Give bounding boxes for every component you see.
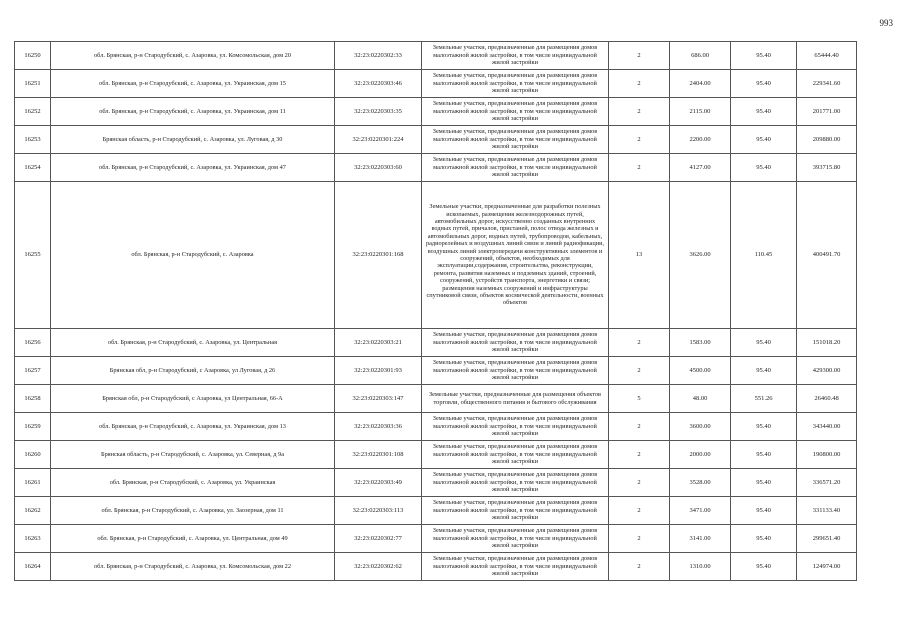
cadastral-number-cell: 32:23:0220302:77 — [335, 525, 422, 553]
cadastral-value-cell: 201771.00 — [797, 98, 857, 126]
table-row — [15, 469, 857, 497]
land-use-cell: Земельные участки, предназначенные для размещения домов малоэтажной жилой застройки, в том числе индивидуальной жилой застройки — [422, 497, 609, 525]
land-use-cell: Земельные участки, предназначенные для размещения домов малоэтажной жилой застройки, в том числе индивидуальной жилой застройки — [422, 70, 609, 98]
land-use-cell: Земельные участки, предназначенные для размещения объектов торговли, общественного питания и бытового обслуживания — [422, 385, 609, 413]
cadastral-value-cell: 26460.48 — [797, 385, 857, 413]
row-id-cell: 16253 — [15, 126, 51, 154]
cadastral-value-cell: 393715.80 — [797, 154, 857, 182]
cadastral-number-cell: 32:23:0220301:224 — [335, 126, 422, 154]
table-row — [15, 98, 857, 126]
cadastral-value-cell: 343440.00 — [797, 413, 857, 441]
area-cell: 4500.00 — [670, 357, 731, 385]
address-cell: Брянская обл, р-н Стародубский, с Азаровка, ул Центральная, 66-А — [51, 385, 335, 413]
table-row — [15, 154, 857, 182]
land-use-cell: Земельные участки, предназначенные для размещения домов малоэтажной жилой застройки, в том числе индивидуальной жилой застройки — [422, 413, 609, 441]
cadastral-number-cell: 32:23:0220301:93 — [335, 357, 422, 385]
row-id-cell: 16254 — [15, 154, 51, 182]
area-cell: 3141.00 — [670, 525, 731, 553]
row-id-cell: 16256 — [15, 329, 51, 357]
address-cell: обл. Брянская, р-н Стародубский, с. Азаровка, ул. Украинская, дом 13 — [51, 413, 335, 441]
area-cell: 686.00 — [670, 42, 731, 70]
area-cell: 3471.00 — [670, 497, 731, 525]
land-use-cell: Земельные участки, предназначенные для размещения домов малоэтажной жилой застройки, в том числе индивидуальной жилой застройки — [422, 441, 609, 469]
use-group-cell: 2 — [609, 42, 670, 70]
table-row — [15, 126, 857, 154]
use-group-cell: 2 — [609, 70, 670, 98]
specific-value-cell: 95.40 — [731, 497, 797, 525]
row-id-cell: 16259 — [15, 413, 51, 441]
row-id-cell: 16263 — [15, 525, 51, 553]
cadastral-number-cell: 32:23:0220303:60 — [335, 154, 422, 182]
land-use-cell: Земельные участки, предназначенные для размещения домов малоэтажной жилой застройки, в том числе индивидуальной жилой застройки — [422, 553, 609, 581]
use-group-cell: 2 — [609, 497, 670, 525]
land-use-cell: Земельные участки, предназначенные для размещения домов малоэтажной жилой застройки, в том числе индивидуальной жилой застройки — [422, 357, 609, 385]
cadastral-value-cell: 429300.00 — [797, 357, 857, 385]
use-group-cell: 2 — [609, 98, 670, 126]
land-use-cell: Земельные участки, предназначенные для размещения домов малоэтажной жилой застройки, в том числе индивидуальной жилой застройки — [422, 469, 609, 497]
cadastral-value-cell: 124974.00 — [797, 553, 857, 581]
address-cell: Брянская область, р-н Стародубский, с. Азаровка, ул. Северная, д 9а — [51, 441, 335, 469]
area-cell: 2115.00 — [670, 98, 731, 126]
cadastral-value-cell: 331133.40 — [797, 497, 857, 525]
address-cell: обл. Брянская, р-н Стародубский, с. Азаровка, ул. Центральная, дом 49 — [51, 525, 335, 553]
address-cell: Брянская область, р-н Стародубский, с. Азаровка, ул. Луговая, д 30 — [51, 126, 335, 154]
cadastral-value-cell: 336571.20 — [797, 469, 857, 497]
use-group-cell: 5 — [609, 385, 670, 413]
specific-value-cell: 95.40 — [731, 553, 797, 581]
use-group-cell: 13 — [609, 182, 670, 329]
address-cell: обл. Брянская, р-н Стародубский, с. Азаровка, ул. Украинская — [51, 469, 335, 497]
table-row — [15, 329, 857, 357]
land-use-cell: Земельные участки, предназначенные для размещения домов малоэтажной жилой застройки, в том числе индивидуальной жилой застройки — [422, 154, 609, 182]
use-group-cell: 2 — [609, 126, 670, 154]
area-cell: 1310.00 — [670, 553, 731, 581]
specific-value-cell: 551.26 — [731, 385, 797, 413]
table-row — [15, 70, 857, 98]
specific-value-cell: 95.40 — [731, 126, 797, 154]
use-group-cell: 2 — [609, 525, 670, 553]
use-group-cell: 2 — [609, 469, 670, 497]
table-row — [15, 441, 857, 469]
table-row — [15, 357, 857, 385]
cadastral-number-cell: 32:23:0220301:108 — [335, 441, 422, 469]
table-row — [15, 42, 857, 70]
address-cell: обл. Брянская, р-н Стародубский, с. Азаровка — [51, 182, 335, 329]
address-cell: обл. Брянская, р-н Стародубский, с. Азаровка, ул. Украинская, дом 11 — [51, 98, 335, 126]
table-row — [15, 182, 857, 329]
cadastral-number-cell: 32:23:0220301:168 — [335, 182, 422, 329]
land-use-cell: Земельные участки, предназначенные для размещения домов малоэтажной жилой застройки, в том числе индивидуальной жилой застройки — [422, 329, 609, 357]
address-cell: Брянская обл, р-н Стародубский, с Азаровка, ул Луговая, д 26 — [51, 357, 335, 385]
table-row — [15, 525, 857, 553]
area-cell: 2404.00 — [670, 70, 731, 98]
address-cell: обл. Брянская, р-н Стародубский, с. Азаровка, ул. Комсомольская, дом 20 — [51, 42, 335, 70]
cadastral-number-cell: 32:23:0220303:35 — [335, 98, 422, 126]
cadastral-number-cell: 32:23:0220303:21 — [335, 329, 422, 357]
area-cell: 3528.00 — [670, 469, 731, 497]
address-cell: обл. Брянская, р-н Стародубский, с. Азаровка, ул. Заозерная, дом 11 — [51, 497, 335, 525]
land-use-cell: Земельные участки, предназначенные для размещения домов малоэтажной жилой застройки, в том числе индивидуальной жилой застройки — [422, 126, 609, 154]
table-row — [15, 413, 857, 441]
cadastral-number-cell: 32:23:0220303:36 — [335, 413, 422, 441]
specific-value-cell: 95.40 — [731, 98, 797, 126]
row-id-cell: 16251 — [15, 70, 51, 98]
cadastral-number-cell: 32:23:0220303:147 — [335, 385, 422, 413]
use-group-cell: 2 — [609, 553, 670, 581]
table-row — [15, 553, 857, 581]
row-id-cell: 16250 — [15, 42, 51, 70]
land-use-cell: Земельные участки, предназначенные для размещения домов малоэтажной жилой застройки, в том числе индивидуальной жилой застройки — [422, 98, 609, 126]
use-group-cell: 2 — [609, 413, 670, 441]
area-cell: 4127.00 — [670, 154, 731, 182]
cadastral-number-cell: 32:23:0220303:46 — [335, 70, 422, 98]
row-id-cell: 16252 — [15, 98, 51, 126]
cadastral-value-cell: 65444.40 — [797, 42, 857, 70]
specific-value-cell: 95.40 — [731, 70, 797, 98]
area-cell: 3626.00 — [670, 182, 731, 329]
cadastral-value-cell: 299651.40 — [797, 525, 857, 553]
land-use-cell: Земельные участки, предназначенные для разработки полезных ископаемых, размещения железнодорожных путей, автомобильных дорог, искусственно созданных внутренних водных путей, причалов, пристаней, полос отвода железных и автомобильных дорог, водных путей, трубопроводов, кабельных, радиорелейных и воздушных линий связи и линий радиофикации, воздушных линий электропередачи конструктивных элементов и сооружений, объектов, необходимых для эксплуатации,содержания, строительства, реконструкции, ремонта, развития наземных и подземных зданий, строений, сооружений, устройств транспорта, энергетики и связи; размещения наземных сооружений и инфраструктуры спутниковой связи, объектов космической деятельности, военных объектов — [422, 182, 609, 329]
area-cell: 48.00 — [670, 385, 731, 413]
specific-value-cell: 95.40 — [731, 441, 797, 469]
land-use-cell: Земельные участки, предназначенные для размещения домов малоэтажной жилой застройки, в том числе индивидуальной жилой застройки — [422, 525, 609, 553]
row-id-cell: 16258 — [15, 385, 51, 413]
land-use-cell: Земельные участки, предназначенные для размещения домов малоэтажной жилой застройки, в том числе индивидуальной жилой застройки — [422, 42, 609, 70]
cadastral-number-cell: 32:23:0220303:49 — [335, 469, 422, 497]
area-cell: 2200.00 — [670, 126, 731, 154]
cadastral-value-cell: 151018.20 — [797, 329, 857, 357]
specific-value-cell: 95.40 — [731, 329, 797, 357]
table-row — [15, 497, 857, 525]
table-body — [15, 42, 857, 581]
specific-value-cell: 95.40 — [731, 413, 797, 441]
page-number: 993 — [879, 18, 893, 28]
area-cell: 2000.00 — [670, 441, 731, 469]
table-row — [15, 385, 857, 413]
specific-value-cell: 110.45 — [731, 182, 797, 329]
specific-value-cell: 95.40 — [731, 42, 797, 70]
specific-value-cell: 95.40 — [731, 469, 797, 497]
cadastral-value-table — [14, 41, 857, 581]
specific-value-cell: 95.40 — [731, 154, 797, 182]
row-id-cell: 16260 — [15, 441, 51, 469]
row-id-cell: 16261 — [15, 469, 51, 497]
use-group-cell: 2 — [609, 329, 670, 357]
use-group-cell: 2 — [609, 441, 670, 469]
cadastral-value-cell: 209880.00 — [797, 126, 857, 154]
cadastral-number-cell: 32:23:0220302:33 — [335, 42, 422, 70]
cadastral-number-cell: 32:23:0220302:62 — [335, 553, 422, 581]
row-id-cell: 16264 — [15, 553, 51, 581]
address-cell: обл. Брянская, р-н Стародубский, с. Азаровка, ул. Комсомольская, дом 22 — [51, 553, 335, 581]
cadastral-value-cell: 400491.70 — [797, 182, 857, 329]
cadastral-value-cell: 229341.60 — [797, 70, 857, 98]
use-group-cell: 2 — [609, 357, 670, 385]
use-group-cell: 2 — [609, 154, 670, 182]
row-id-cell: 16262 — [15, 497, 51, 525]
address-cell: обл. Брянская, р-н Стародубский, с. Азаровка, ул. Центральная — [51, 329, 335, 357]
address-cell: обл. Брянская, р-н Стародубский, с. Азаровка, ул. Украинская, дом 15 — [51, 70, 335, 98]
row-id-cell: 16257 — [15, 357, 51, 385]
row-id-cell: 16255 — [15, 182, 51, 329]
address-cell: обл. Брянская, р-н Стародубский, с. Азаровка, ул. Украинская, дом 47 — [51, 154, 335, 182]
cadastral-value-cell: 190800.00 — [797, 441, 857, 469]
area-cell: 3600.00 — [670, 413, 731, 441]
specific-value-cell: 95.40 — [731, 357, 797, 385]
specific-value-cell: 95.40 — [731, 525, 797, 553]
cadastral-number-cell: 32:23:0220303:113 — [335, 497, 422, 525]
area-cell: 1583.00 — [670, 329, 731, 357]
